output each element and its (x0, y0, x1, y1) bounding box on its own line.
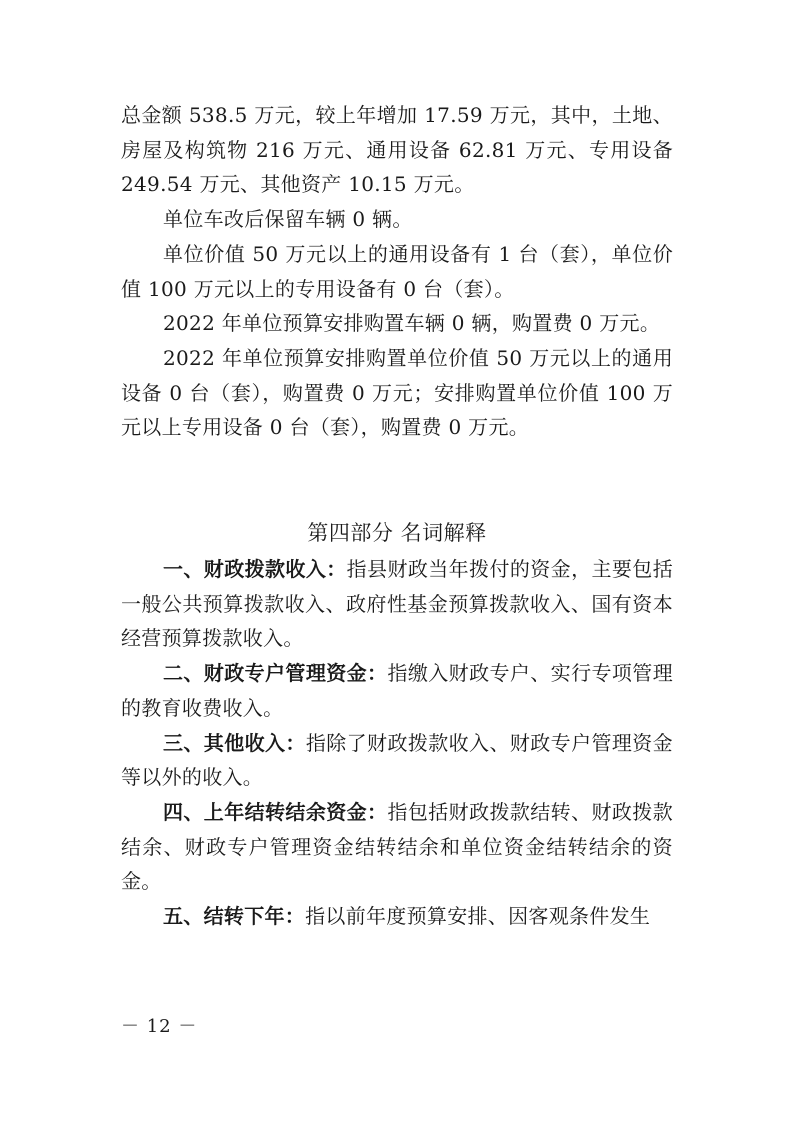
definition-term: 五、结转下年： (163, 904, 306, 929)
definition-text: 指缴入财政专户、实行专项管理的教育收费收入。 (121, 661, 673, 720)
paragraph-asset-total: 总金额 538.5 万元，较上年增加 17.59 万元，其中，土地、房屋及构筑物 216 万元、通用设备 62.81 万元、专用设备 249.54 万元、其他资产 10.15 万元。 (121, 103, 673, 197)
page-number: － 12 － (121, 1016, 198, 1037)
definition-item (121, 726, 673, 795)
definition-text: 指包括财政拨款结转、财政拨款结余、财政专户管理资金结转结余和单位资金结转结余的资金。 (121, 799, 673, 894)
paragraph-equipment-value: 单位价值 50 万元以上的通用设备有 1 台（套），单位价值 100 万元以上的专用设备有 0 台（套）。 (121, 241, 673, 301)
paragraph-equipment-purchase-budget: 2022 年单位预算安排购置单位价值 50 万元以上的通用设备 0 台（套），购置费 0 万元；安排购置单位价值 100 万元以上专用设备 0 台（套），购置费 0 万元。 (121, 345, 673, 440)
definition-text: 指县财政当年拨付的资金，主要包括一般公共预算拨款收入、政府性基金预算拨款收入、国有资本经营预算拨款收入。 (121, 557, 673, 651)
section-title: 第四部分 名词解释 (307, 521, 487, 546)
definition-text: 指以前年度预算安排、因客观条件发生 (305, 904, 651, 929)
section-spacer (121, 445, 673, 514)
definition-item (121, 656, 673, 725)
definition-term: 三、其他收入： (163, 730, 306, 755)
definition-term: 四、上年结转结余资金： (163, 799, 388, 824)
definition-item (121, 899, 673, 934)
definition-item (121, 795, 673, 899)
paragraph-vehicle-purchase-budget: 2022 年单位预算安排购置车辆 0 辆，购置费 0 万元。 (163, 311, 661, 336)
paragraph-vehicles-retained: 单位车改后保留车辆 0 辆。 (163, 207, 413, 232)
definition-item (121, 552, 673, 656)
definition-term: 二、财政专户管理资金： (163, 661, 388, 686)
document-page (121, 98, 673, 934)
definition-text: 指除了财政拨款收入、财政专户管理资金等以外的收入。 (121, 730, 673, 790)
definition-term: 一、财政拨款收入： (163, 557, 347, 582)
